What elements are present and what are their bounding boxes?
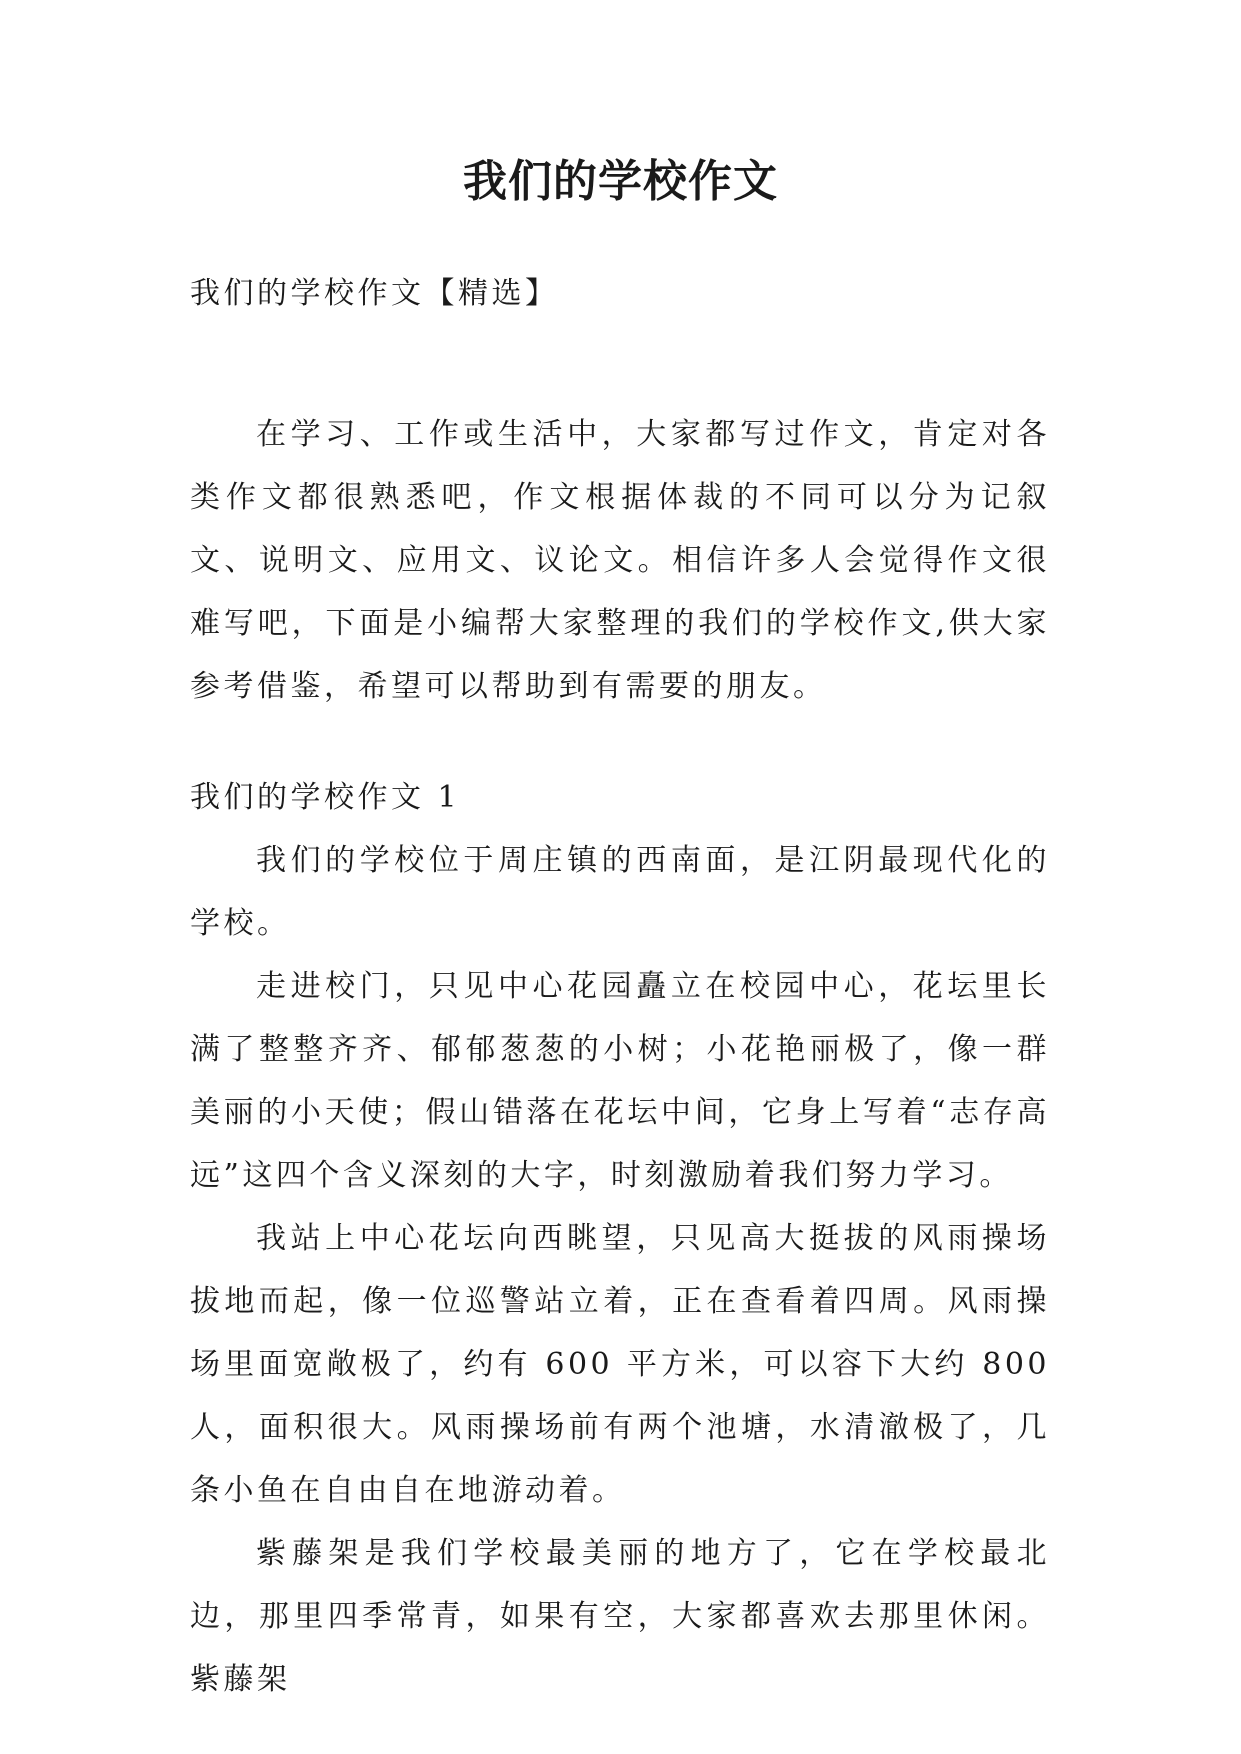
document-subtitle: 我们的学校作文【精选】 (190, 276, 559, 311)
section-heading: 我们的学校作文 1 (190, 780, 461, 815)
body-paragraph: 我站上中心花坛向西眺望，只见高大挺拔的风雨操场拔地而起，像一位巡警站立着，正在查看着四周。风雨操场里面宽敞极了，约有 600 平方米，可以容下大约 800 人，面积很大。风雨操场前有两个池塘，水清澈极了，几条小鱼在自由自在地游动着。 (190, 1221, 1050, 1508)
body-paragraph: 我们的学校位于周庄镇的西南面，是江阴最现代化的学校。 (190, 843, 1050, 941)
body-paragraph: 紫藤架是我们学校最美丽的地方了，它在学校最北边，那里四季常青，如果有空，大家都喜欢去那里休闲。紫藤架 (190, 1536, 1050, 1697)
document-body (190, 262, 1050, 1711)
intro-paragraph: 在学习、工作或生活中，大家都写过作文，肯定对各类作文都很熟悉吧，作文根据体裁的不同可以分为记叙文、说明文、应用文、议论文。相信许多人会觉得作文很难写吧，下面是小编帮大家整理的我们的学校作文,供大家参考借鉴，希望可以帮助到有需要的朋友。 (190, 417, 1050, 704)
document-title: 我们的学校作文 (463, 156, 778, 207)
body-paragraph: 走进校门，只见中心花园矗立在校园中心，花坛里长满了整整齐齐、郁郁葱葱的小树；小花艳丽极了，像一群美丽的小天使；假山错落在花坛中间，它身上写着“志存高远”这四个含义深刻的大字，时刻激励着我们努力学习。 (190, 969, 1050, 1193)
